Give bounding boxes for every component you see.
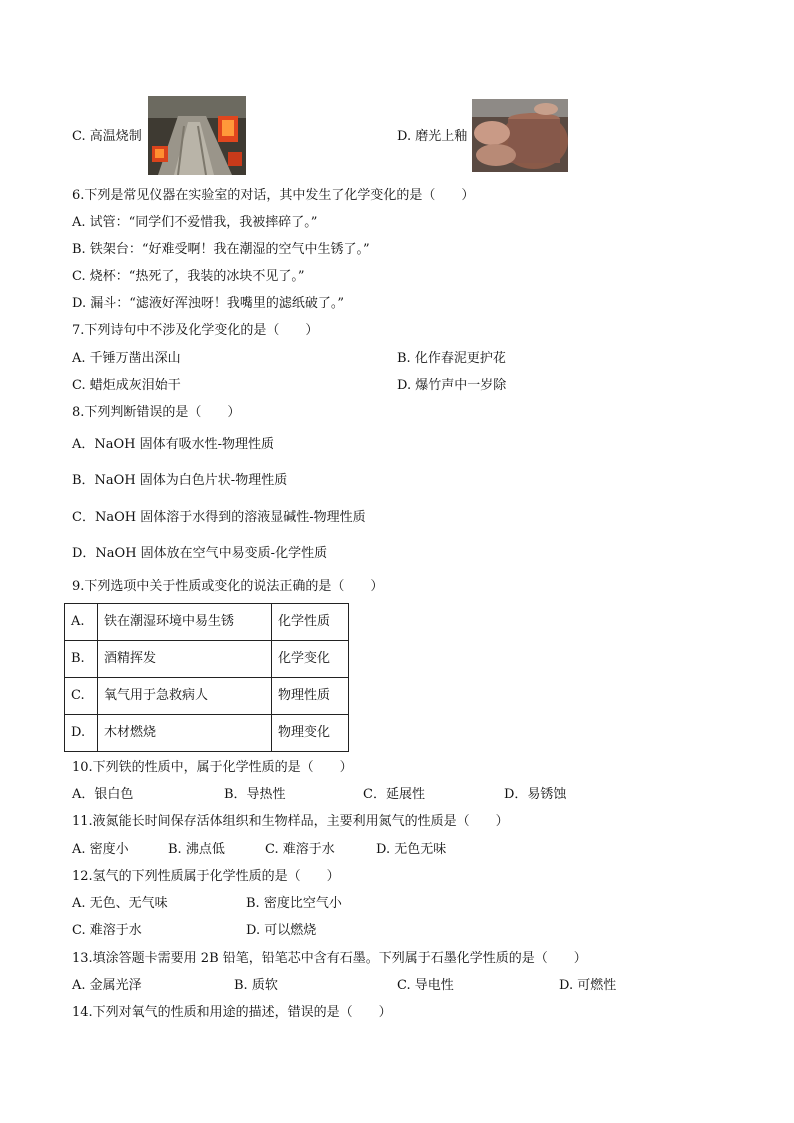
q9-row-c-text: 氧气用于急救病人 bbox=[98, 678, 272, 715]
question-9-stem: 9.下列选项中关于性质或变化的说法正确的是（ ） bbox=[72, 579, 384, 594]
q10-option-a: A．银白色 bbox=[72, 787, 134, 802]
q8-option-c: C．NaOH 固体溶于水得到的溶液显碱性-物理性质 bbox=[72, 510, 366, 525]
q11-option-b: B. 沸点低 bbox=[168, 842, 225, 857]
q6-option-d: D. 漏斗：“滤液好浑浊呀！我嘴里的滤纸破了。” bbox=[72, 296, 345, 311]
kiln-firing-photo bbox=[148, 96, 246, 175]
question-11-stem: 11.液氮能长时间保存活体组织和生物样品，主要利用氮气的性质是（ ） bbox=[72, 814, 509, 829]
q9-row-d-letter: D. bbox=[65, 715, 98, 752]
question-14-stem: 14.下列对氧气的性质和用途的描述，错误的是（ ） bbox=[72, 1005, 392, 1020]
q9-row-a-letter: A. bbox=[65, 604, 98, 641]
q9-row-d-text: 木材燃烧 bbox=[98, 715, 272, 752]
q8-option-a: A．NaOH 固体有吸水性-物理性质 bbox=[72, 437, 275, 452]
q13-option-d: D. 可燃性 bbox=[559, 978, 617, 993]
question-12-stem: 12.氢气的下列性质属于化学性质的是（ ） bbox=[72, 869, 340, 884]
q9-row-a-text: 铁在潮湿环境中易生锈 bbox=[98, 604, 272, 641]
question-13-stem: 13.填涂答题卡需要用 2B 铅笔，铅笔芯中含有石墨。下列属于石墨化学性质的是（ ） bbox=[72, 951, 587, 966]
table-row bbox=[65, 641, 349, 678]
q12-option-b: B. 密度比空气小 bbox=[246, 896, 342, 911]
q10-option-b: B．导热性 bbox=[224, 787, 286, 802]
q5-option-c: C. 高温烧制 bbox=[72, 129, 142, 144]
question-8-stem: 8.下列判断错误的是（ ） bbox=[72, 405, 241, 420]
q12-option-c: C. 难溶于水 bbox=[72, 923, 142, 938]
table-row bbox=[65, 604, 349, 641]
question-10-stem: 10.下列铁的性质中，属于化学性质的是（ ） bbox=[72, 760, 353, 775]
q7-option-c: C. 蜡炬成灰泪始干 bbox=[72, 378, 181, 393]
q11-option-d: D. 无色无味 bbox=[376, 842, 447, 857]
q9-row-b-type: 化学变化 bbox=[272, 641, 349, 678]
q8-option-b: B．NaOH 固体为白色片状-物理性质 bbox=[72, 473, 288, 488]
q11-option-a: A. 密度小 bbox=[72, 842, 129, 857]
q9-row-a-type: 化学性质 bbox=[272, 604, 349, 641]
table-row bbox=[65, 715, 349, 752]
question-6-stem: 6.下列是常见仪器在实验室的对话，其中发生了化学变化的是（ ） bbox=[72, 188, 475, 203]
q12-option-a: A. 无色、无气味 bbox=[72, 896, 168, 911]
table-row bbox=[65, 678, 349, 715]
question-7-stem: 7.下列诗句中不涉及化学变化的是（ ） bbox=[72, 323, 319, 338]
q9-row-b-letter: B. bbox=[65, 641, 98, 678]
q9-row-c-type: 物理性质 bbox=[272, 678, 349, 715]
q9-row-c-letter: C. bbox=[65, 678, 98, 715]
q9-row-b-text: 酒精挥发 bbox=[98, 641, 272, 678]
q6-option-b: B. 铁架台：“好难受啊！我在潮湿的空气中生锈了。” bbox=[72, 242, 370, 257]
q12-option-d: D. 可以燃烧 bbox=[246, 923, 317, 938]
q6-option-c: C. 烧杯：“热死了，我装的冰块不见了。” bbox=[72, 269, 305, 284]
q13-option-c: C. 导电性 bbox=[397, 978, 454, 993]
q10-option-c: C．延展性 bbox=[363, 787, 425, 802]
q13-option-b: B. 质软 bbox=[234, 978, 278, 993]
q7-option-b: B. 化作春泥更护花 bbox=[397, 351, 506, 366]
q8-option-d: D．NaOH 固体放在空气中易变质-化学性质 bbox=[72, 546, 328, 561]
q6-option-a: A. 试管：“同学们不爱惜我，我被摔碎了。” bbox=[72, 215, 318, 230]
q7-option-d: D. 爆竹声中一岁除 bbox=[397, 378, 507, 393]
q7-option-a: A. 千锤万凿出深山 bbox=[72, 351, 181, 366]
q9-row-d-type: 物理变化 bbox=[272, 715, 349, 752]
pottery-glazing-photo bbox=[472, 99, 568, 172]
q13-option-a: A. 金属光泽 bbox=[72, 978, 142, 993]
q10-option-d: D．易锈蚀 bbox=[504, 787, 567, 802]
q5-option-d: D. 磨光上釉 bbox=[397, 129, 468, 144]
q9-options-table bbox=[64, 603, 349, 752]
q11-option-c: C. 难溶于水 bbox=[265, 842, 335, 857]
